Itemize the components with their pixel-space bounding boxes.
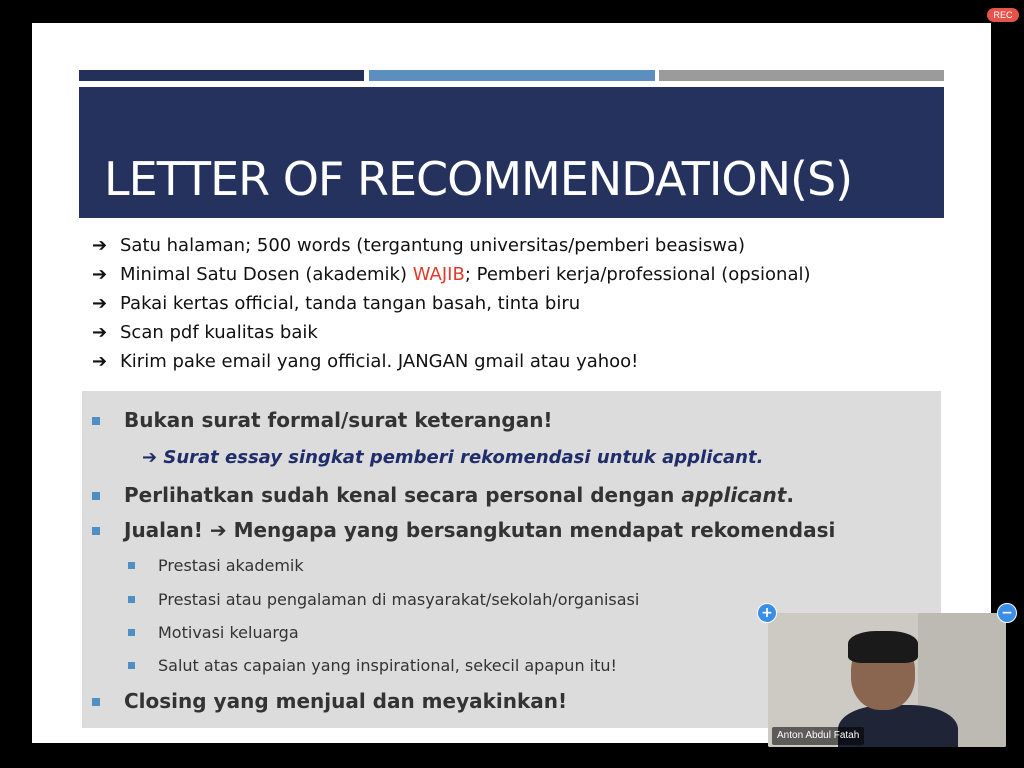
arrow-list bbox=[92, 231, 952, 376]
arrow-item-text: Kirim pake email yang official. JANGAN gmail atau yahoo! bbox=[120, 351, 639, 372]
sub-bullet-text: Prestasi atau pengalaman di masyarakat/sekolah/organisasi bbox=[158, 590, 640, 609]
square-bullet-icon bbox=[92, 698, 100, 706]
square-bullet-icon bbox=[128, 629, 135, 636]
arrow-icon: ➔ bbox=[92, 351, 108, 372]
arrow-item-text: Minimal Satu Dosen (akademik) bbox=[120, 264, 413, 285]
title-band bbox=[79, 87, 944, 218]
square-bullet-icon bbox=[92, 492, 100, 500]
arrow-icon: ➔ bbox=[92, 293, 108, 314]
arrow-item bbox=[92, 318, 952, 347]
recording-badge: REC bbox=[987, 8, 1019, 22]
minus-icon[interactable]: − bbox=[997, 603, 1017, 623]
arrow-item-text: ; Pemberi kerja/professional (opsional) bbox=[464, 264, 811, 285]
bullet-text: Bukan surat formal/surat keterangan! bbox=[124, 408, 553, 432]
square-bullet-icon bbox=[92, 417, 100, 425]
bullet-text: Perlihatkan sudah kenal secara personal dengan applicant. bbox=[124, 483, 794, 507]
arrow-item-text: Scan pdf kualitas baik bbox=[120, 322, 318, 343]
accent-bar-dark bbox=[79, 70, 364, 81]
arrow-item bbox=[92, 347, 952, 376]
participant-video[interactable] bbox=[768, 613, 1006, 747]
square-bullet-icon bbox=[128, 562, 135, 569]
square-bullet-icon bbox=[128, 662, 135, 669]
arrow-item bbox=[92, 260, 952, 289]
bullet-text: Jualan! ➔ Mengapa yang bersangkutan mendapat rekomendasi bbox=[124, 518, 836, 542]
wajib-highlight: WAJIB bbox=[412, 264, 465, 285]
arrow-icon: ➔ bbox=[92, 264, 108, 285]
accent-bar-gray bbox=[659, 70, 944, 81]
arrow-item bbox=[92, 231, 952, 260]
slide-title: LETTER OF RECOMMENDATION(S) bbox=[104, 152, 853, 206]
sub-bullet-text: Motivasi keluarga bbox=[158, 623, 299, 642]
arrow-icon: ➔ bbox=[92, 235, 108, 256]
sub-bullet-text: Prestasi akademik bbox=[158, 556, 304, 575]
arrow-icon: ➔ bbox=[92, 322, 108, 343]
arrow-item bbox=[92, 289, 952, 318]
arrow-item-text: Pakai kertas official, tanda tangan basah, tinta biru bbox=[120, 293, 581, 314]
participant-name-label: Anton Abdul Fatah bbox=[772, 727, 864, 745]
sub-bullet-text: Salut atas capaian yang inspirational, sekecil apapun itu! bbox=[158, 656, 617, 675]
arrow-item-text: Satu halaman; 500 words (tergantung universitas/pemberi beasiswa) bbox=[120, 235, 745, 256]
bullet-text: Closing yang menjual dan meyakinkan! bbox=[124, 689, 568, 713]
square-bullet-icon bbox=[128, 596, 135, 603]
plus-icon[interactable]: + bbox=[757, 603, 777, 623]
participant-hair bbox=[848, 631, 918, 663]
square-bullet-icon bbox=[92, 527, 100, 535]
bullet-subline: ➔ Surat essay singkat pemberi rekomendasi untuk applicant. bbox=[142, 447, 764, 468]
accent-bar-blue bbox=[369, 70, 655, 81]
